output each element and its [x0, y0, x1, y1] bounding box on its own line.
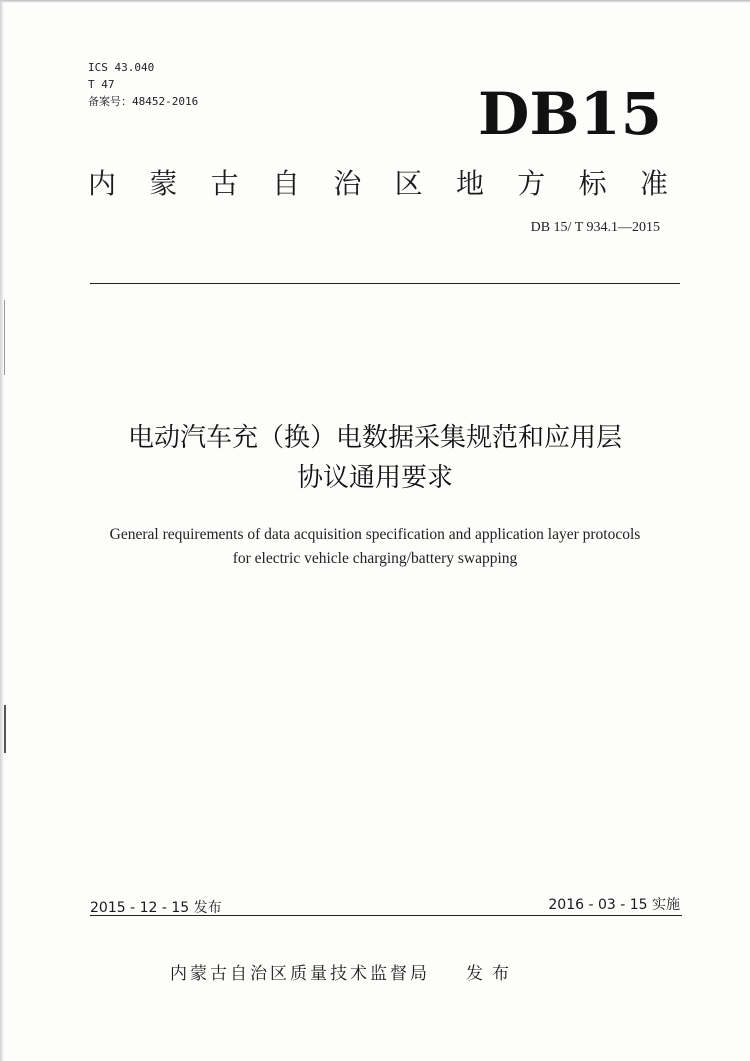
scan-mark [4, 300, 5, 375]
issue-date: 2015 - 12 - 15 发布 [90, 900, 222, 916]
ics-code: ICS 43.040 [88, 61, 155, 74]
authority-char: 自 [271, 167, 300, 200]
issuer-name: 内蒙古自治区质量技术监督局 [170, 964, 430, 984]
authority-char: 内 [88, 167, 117, 200]
scan-mark [4, 705, 6, 753]
authority-char: 古 [210, 167, 239, 200]
authority-char: 蒙 [149, 167, 178, 200]
db15-mark-text: DB15 [478, 80, 662, 144]
db15-mark [478, 80, 668, 144]
title-english-line: General requirements of data acquisition specification and application layer protocols [109, 526, 641, 543]
record-number: 备案号：48452-2016 [88, 95, 199, 108]
title-english-line: for electric vehicle charging/battery swapping [232, 550, 518, 567]
standard-number: DB 15/ T 934.1—2015 [530, 220, 660, 235]
authority-char: 治 [333, 167, 362, 200]
title-chinese-line: 协议通用要求 [296, 463, 453, 493]
divider-bottom [90, 915, 682, 916]
divider-top [90, 283, 680, 284]
authority-char: 区 [394, 167, 423, 200]
authority-char: 标 [578, 167, 607, 200]
scan-edge-top [0, 0, 750, 3]
classification-block [88, 59, 198, 110]
title-chinese-line: 电动汽车充（换）电数据采集规范和应用层 [127, 423, 622, 453]
title-chinese [40, 418, 710, 498]
authority-heading [88, 162, 668, 202]
authority-char: 准 [639, 167, 668, 200]
issuer-action: 发布 [466, 964, 518, 984]
issuing-authority [170, 959, 590, 984]
scan-edge-left [0, 0, 4, 1061]
classification-code: T 47 [88, 78, 115, 91]
authority-char: 方 [517, 167, 546, 200]
authority-char: 地 [455, 167, 484, 200]
title-english [40, 523, 710, 571]
implementation-date: 2016 - 03 - 15 实施 [548, 897, 680, 913]
